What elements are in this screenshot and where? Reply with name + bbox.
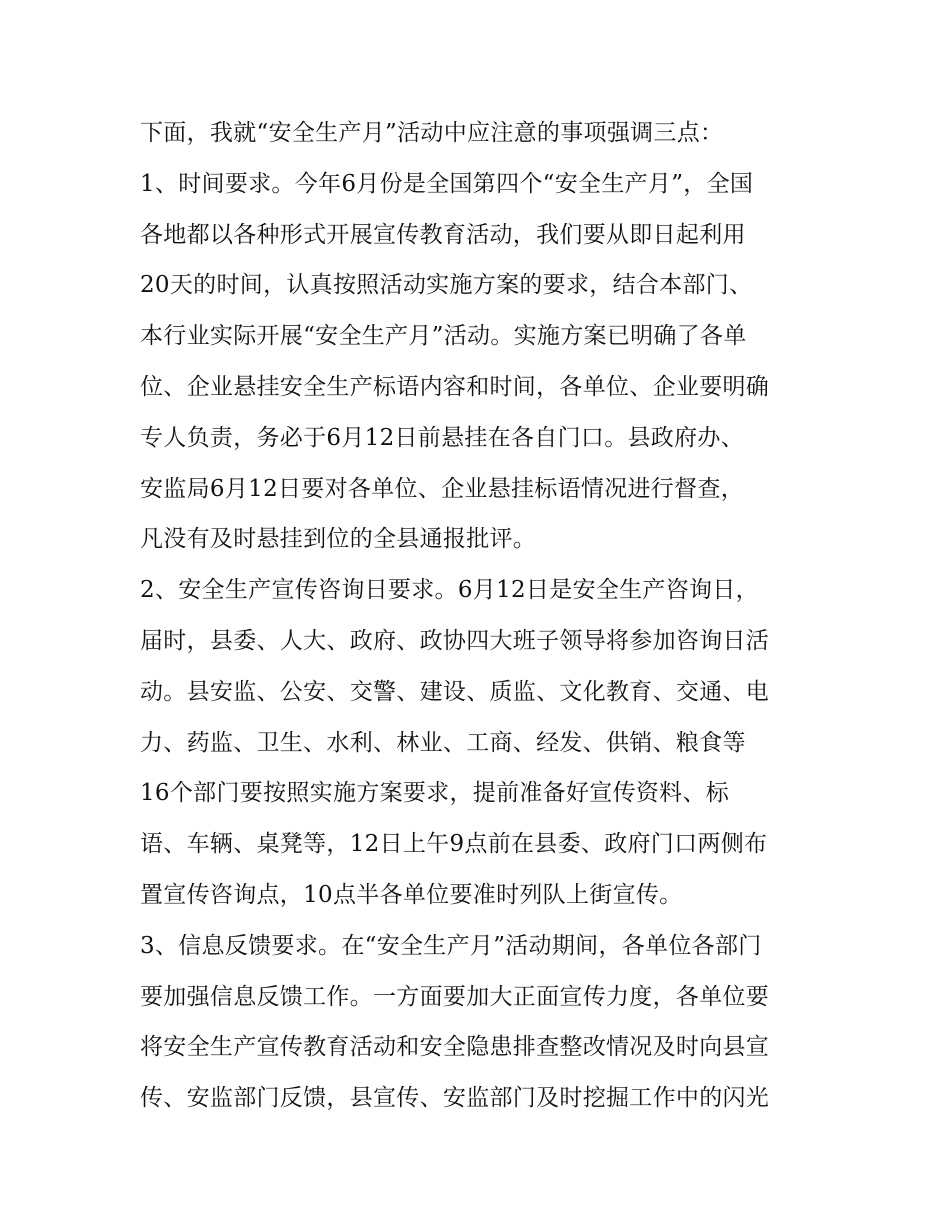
text-line: 位、企业悬挂安全生产标语内容和时间，各单位、企业要明确 (140, 373, 770, 400)
text-line: 动。县安监、公安、交警、建设、质监、文化教育、交通、电 (140, 678, 770, 705)
text-line: 安监局6月12日要对各单位、企业悬挂标语情况进行督查， (140, 475, 744, 502)
text-line: 16个部门要按照实施方案要求，提前准备好宣传资料、标 (140, 780, 730, 807)
text-line: 力、药监、卫生、水利、林业、工商、经发、供销、粮食等 (140, 729, 746, 756)
text-line: 传、安监部门反馈，县宣传、安监部门及时挖掘工作中的闪光 (140, 1085, 770, 1112)
text-line: 届时，县委、人大、政府、政协四大班子领导将参加咨询日活 (140, 627, 770, 654)
text-line: 语、车辆、桌凳等，12日上午9点前在县委、政府门口两侧布 (140, 831, 768, 858)
text-line: 20天的时间，认真按照活动实施方案的要求，结合本部门、 (140, 272, 753, 299)
text-line: 置宣传咨询点，10点半各单位要准时列队上街宣传。 (140, 881, 683, 908)
body-text (140, 108, 830, 1124)
text-line: 各地都以各种形式开展宣传教育活动，我们要从即日起利用 (140, 221, 746, 248)
text-line: 将安全生产宣传教育活动和安全隐患排查整改情况及时向县宣 (140, 1034, 770, 1061)
text-line: 专人负责，务必于6月12日前悬挂在各自门口。县政府办、 (140, 424, 744, 451)
text-line: 本行业实际开展“安全生产月”活动。实施方案已明确了各单 (140, 323, 747, 350)
text-line-intro: 下面，我就“安全生产月”活动中应注意的事项强调三点： (140, 120, 724, 146)
text-line: 1、时间要求。今年6月份是全国第四个“安全生产月”，全国 (140, 170, 754, 197)
text-line: 凡没有及时悬挂到位的全县通报批评。 (140, 526, 537, 553)
text-line: 2、安全生产宣传咨询日要求。6月12日是安全生产咨询日， (140, 577, 759, 604)
text-line: 要加强信息反馈工作。一方面要加大正面宣传力度，各单位要 (140, 983, 770, 1010)
text-line: 3、信息反馈要求。在“安全生产月”活动期间，各单位各部门 (140, 932, 762, 959)
